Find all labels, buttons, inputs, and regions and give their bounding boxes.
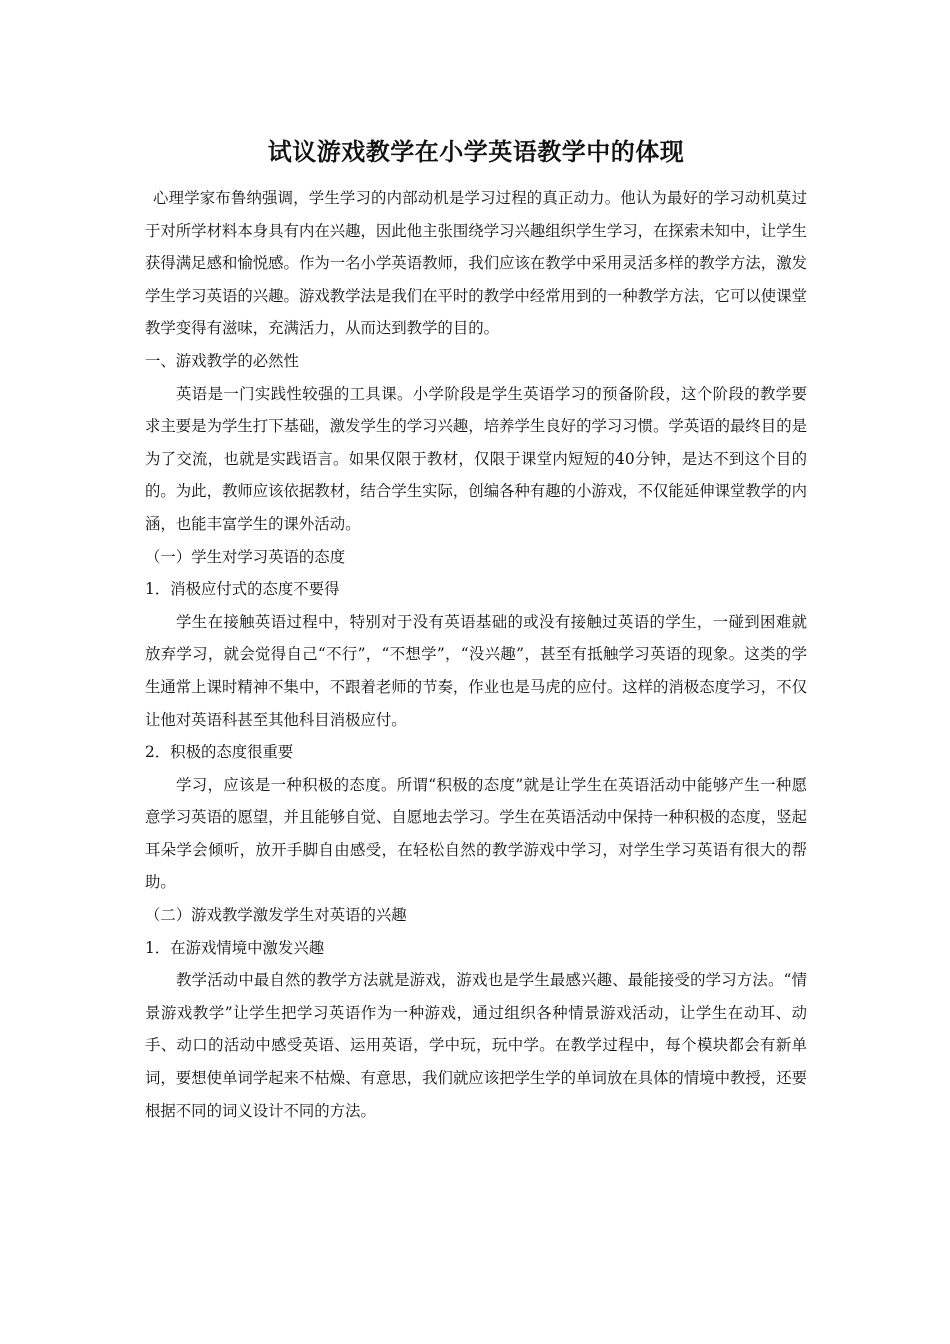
section-heading: 2．积极的态度很重要	[145, 743, 294, 762]
body-paragraph: 教学活动中最自然的教学方法就是游戏，游戏也是学生最感兴趣、最能接受的学习方法。“情景游戏教学”让学生把学习英语作为一种游戏，通过组织各种情景游戏活动，让学生在动耳、动手、动口的活动中感受英语、运用英语，学中玩，玩中学。在教学过程中，每个模块都会有新单词，要想使单词学起来不枯燥、有意思，我们就应该把学生学的单词放在具体的情境中教授，还要根据不同的词义设计不同的方法。	[145, 971, 807, 1120]
section-heading: 一、游戏教学的必然性	[145, 351, 299, 370]
section-heading: （二）游戏教学激发学生对英语的兴趣	[145, 906, 407, 925]
body-paragraph: 心理学家布鲁纳强调，学生学习的内部动机是学习过程的真正动力。他认为最好的学习动机莫过于对所学材料本身具有内在兴趣，因此他主张围绕学习兴趣组织学生学习，在探索未知中，让学生获得满足感和愉悦感。作为一名小学英语教师，我们应该在教学中采用灵活多样的教学方法，激发学生学习英语的兴趣。游戏教学法是我们在平时的教学中经常用到的一种教学方法，它可以使课堂教学变得有滋味，充满活力，从而达到教学的目的。	[145, 189, 807, 338]
body-paragraph: 学生在接触英语过程中，特别对于没有英语基础的或没有接触过英语的学生，一碰到困难就放弃学习，就会觉得自己“不行”，“不想学”，“没兴趣”，甚至有抵触学习英语的现象。这类的学生通常上课时精神不集中，不跟着老师的节奏，作业也是马虎的应付。这样的消极态度学习，不仅让他对英语科甚至其他科目消极应付。	[145, 612, 807, 729]
section-heading: 1．在游戏情境中激发兴趣	[145, 938, 325, 957]
body-paragraph: 学习，应该是一种积极的态度。所谓“积极的态度”就是让学生在英语活动中能够产生一种愿意学习英语的愿望，并且能够自觉、自愿地去学习。学生在英语活动中保持一种积极的态度，竖起耳朵学会倾听，放开手脚自由感受，在轻松自然的教学游戏中学习，对学生学习英语有很大的帮助。	[145, 775, 807, 892]
document-blocks	[145, 182, 807, 1127]
body-paragraph: 英语是一门实践性较强的工具课。小学阶段是学生英语学习的预备阶段，这个阶段的教学要求主要是为学生打下基础，激发学生的学习兴趣，培养学生良好的学习习惯。学英语的最终目的是为了交流，也就是实践语言。如果仅限于教材，仅限于课堂内短短的40分钟，是达不到这个目的的。为此，教师应该依据教材，结合学生实际，创编各种有趣的小游戏，不仅能延伸课堂教学的内涵，也能丰富学生的课外活动。	[145, 384, 807, 533]
section-heading: （一）学生对学习英语的态度	[145, 547, 346, 566]
document-title: 试议游戏教学在小学英语教学中的体现	[267, 137, 685, 166]
section-heading: 1．消极应付式的态度不要得	[145, 580, 340, 599]
document-body	[145, 132, 807, 1127]
